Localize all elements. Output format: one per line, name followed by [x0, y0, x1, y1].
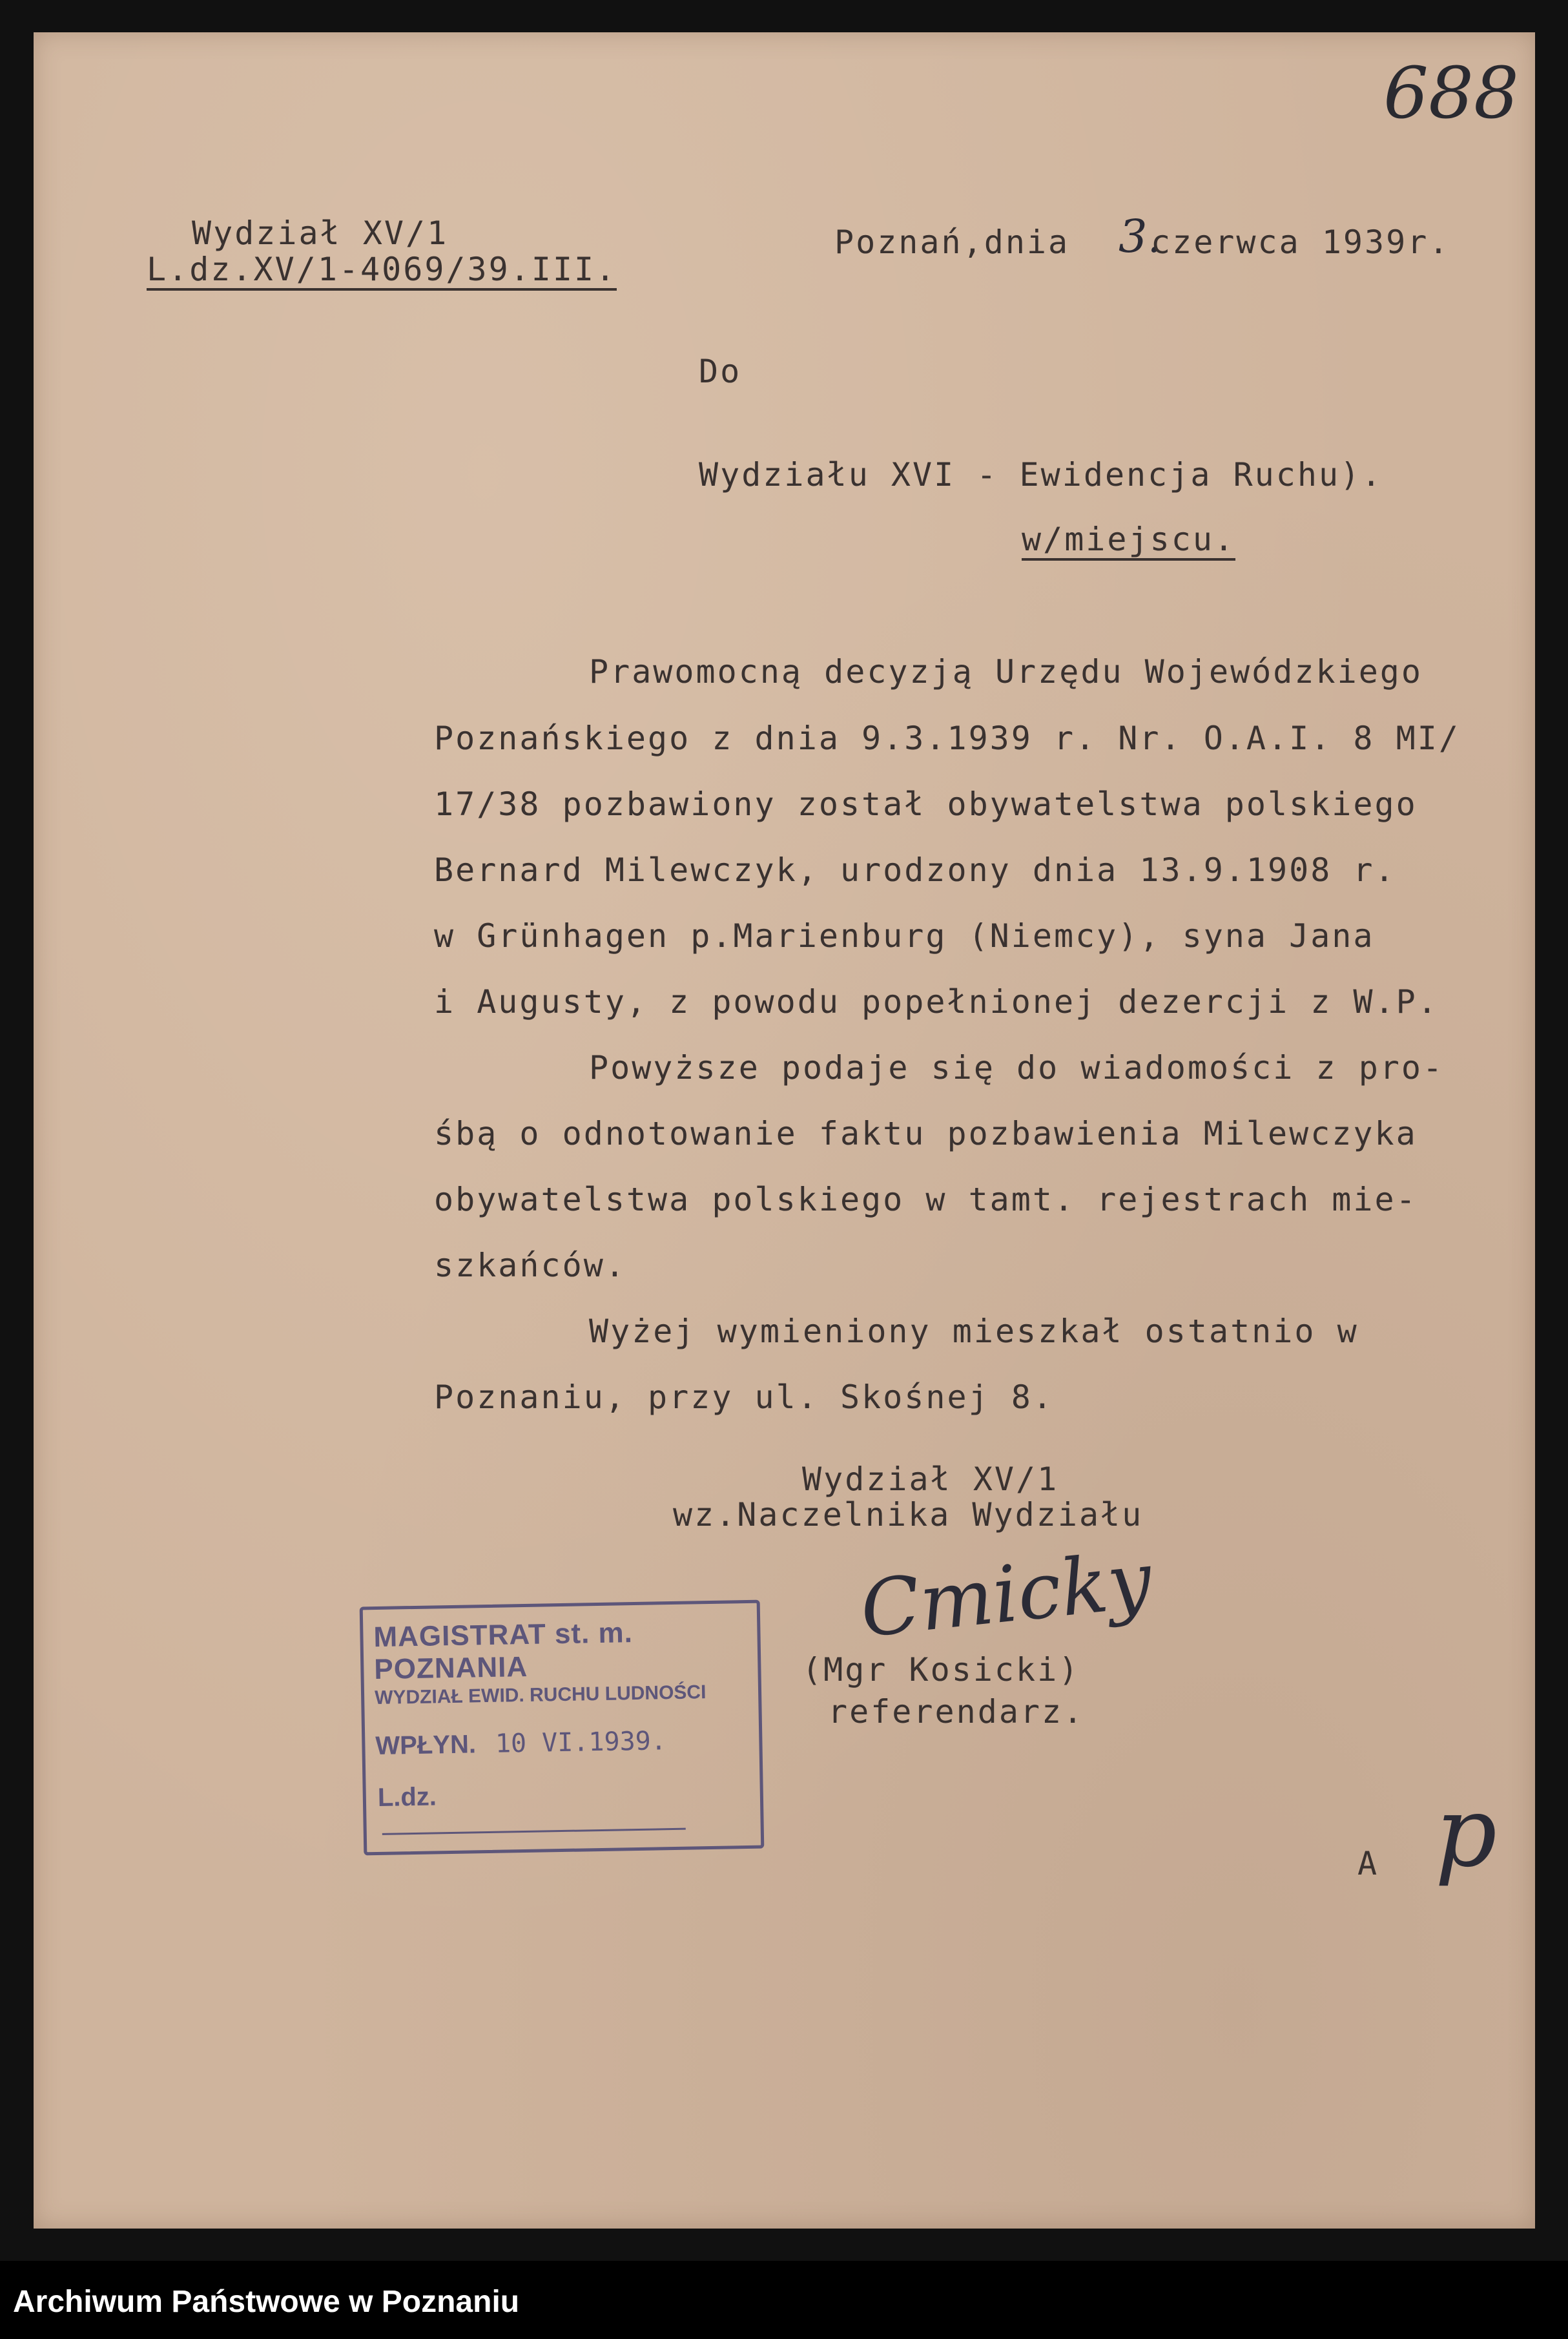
body-line: 17/38 pozbawiony został obywatelstwa polskiego	[434, 785, 1418, 823]
date-day-handwritten: 3.	[1119, 210, 1162, 263]
place-date-prefix: Poznań,dnia	[834, 224, 1070, 261]
recipient-to: Do	[699, 353, 742, 390]
body-line: i Augusty, z powodu popełnionej dezercji z W.P.	[434, 983, 1439, 1021]
header-department: Wydział XV/1	[192, 214, 449, 252]
stamp-received-date: 10 VI.1939.	[495, 1726, 667, 1759]
signatory-name: (Mgr Kosicki)	[802, 1651, 1080, 1689]
stamp-line1: MAGISTRAT st. m. POZNANIA	[373, 1617, 634, 1686]
recipient-line1: Wydziału XVI - Ewidencja Ruchu).	[699, 456, 1383, 494]
signature-department: Wydział XV/1	[802, 1461, 1059, 1498]
archive-name: Archiwum Państwowe w Poznaniu	[13, 2285, 520, 2319]
body-line: szkańców.	[434, 1247, 626, 1284]
archive-footer	[0, 2261, 1568, 2339]
body-line: Poznańskiego z dnia 9.3.1939 r. Nr. O.A.I. 8 MI/	[434, 720, 1460, 757]
body-line: Prawomocną decyzją Urzędu Wojewódzkiego	[589, 653, 1423, 691]
stamp-ldz-label: L.dz.	[377, 1782, 437, 1812]
stamp-line2: WYDZIAŁ EWID. RUCHU LUDNOŚCI	[374, 1681, 707, 1709]
body-line: Poznaniu, przy ul. Skośnej 8.	[434, 1378, 1054, 1416]
body-line: Powyższe podaje się do wiadomości z pro-	[589, 1049, 1445, 1086]
header-reference: L.dz.XV/1-4069/39.III.	[147, 253, 617, 291]
handwritten-signature: Cmicky	[856, 1535, 1156, 1656]
registry-stamp	[360, 1600, 765, 1856]
body-line: śbą o odnotowanie faktu pozbawienia Milewczyka	[434, 1115, 1418, 1152]
body-line: Wyżej wymieniony mieszkał ostatnio w	[589, 1313, 1359, 1350]
signature-on-behalf: wz.Naczelnika Wydziału	[673, 1496, 1144, 1533]
stamp-received	[375, 1725, 749, 1761]
body-line: w Grünhagen p.Marienburg (Niemcy), syna Jana	[434, 917, 1375, 955]
stamp-ldz-rule	[382, 1828, 686, 1835]
document-page	[34, 32, 1535, 2229]
stamp-ldz	[377, 1777, 739, 1842]
date-rest: czerwca 1939r.	[1151, 224, 1450, 261]
annotation-mark: p	[1435, 1776, 1498, 1889]
body-line: obywatelstwa polskiego w tamt. rejestrach mie-	[434, 1181, 1418, 1218]
body-line: Bernard Milewczyk, urodzony dnia 13.9.1908 r.	[434, 851, 1396, 889]
recipient-line2: w/miejscu.	[1022, 523, 1235, 561]
annotation-letter: A	[1357, 1845, 1379, 1882]
signatory-title: referendarz.	[828, 1693, 1085, 1731]
stamp-received-label: WPŁYN.	[375, 1730, 477, 1761]
page-number: 688	[1383, 52, 1519, 134]
